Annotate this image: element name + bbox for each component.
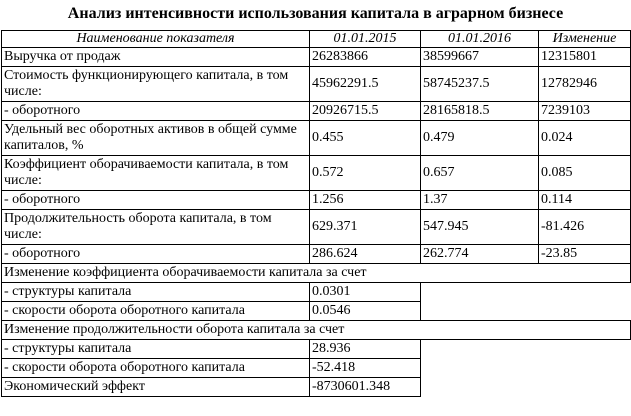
row-label: - скорости оборота оборотного капитала [2, 302, 310, 321]
section-heading-row [2, 321, 631, 340]
factor-value: -52.418 [310, 359, 421, 378]
row-label: Коэффициент оборачиваемости капитала, в том числе: [2, 156, 310, 191]
row-label: - структуры капитала [2, 283, 310, 302]
turnover-ratio-change-heading: Изменение коэффициента оборачиваемости капитала за счет [2, 264, 631, 283]
row-label: - оборотного [2, 245, 310, 264]
factor-value: 0.0546 [310, 302, 421, 321]
row-label: Стоимость функционирующего капитала, в том числе: [2, 67, 310, 102]
value-change: 0.024 [539, 121, 631, 156]
value-2016: 28165818.5 [421, 102, 539, 121]
factor-value: 28.936 [310, 340, 421, 359]
header-indicator: Наименование показателя [2, 31, 310, 48]
table-row [2, 191, 631, 210]
table-row [2, 121, 631, 156]
economic-effect-value: -8730601.348 [310, 378, 421, 397]
value-2016: 0.479 [421, 121, 539, 156]
row-label: - оборотного [2, 102, 310, 121]
value-2015: 0.455 [310, 121, 421, 156]
table-row [2, 67, 631, 102]
value-change: 0.085 [539, 156, 631, 191]
value-2016: 38599667 [421, 48, 539, 67]
table-row [2, 48, 631, 67]
row-label: Удельный вес оборотных активов в общей сумме капиталов, % [2, 121, 310, 156]
table-row [2, 359, 631, 378]
capital-intensity-table [1, 30, 631, 397]
value-change: 7239103 [539, 102, 631, 121]
table-row [2, 210, 631, 245]
row-label: - оборотного [2, 191, 310, 210]
value-2016: 58745237.5 [421, 67, 539, 102]
table-row [2, 283, 631, 302]
value-2015: 286.624 [310, 245, 421, 264]
value-2016: 262.774 [421, 245, 539, 264]
table-row [2, 245, 631, 264]
factor-value: 0.0301 [310, 283, 421, 302]
table-row [2, 156, 631, 191]
value-2015: 1.256 [310, 191, 421, 210]
economic-effect-label: Экономический эффект [2, 378, 310, 397]
value-2016: 1.37 [421, 191, 539, 210]
value-2015: 20926715.5 [310, 102, 421, 121]
value-change: 12315801 [539, 48, 631, 67]
table-row [2, 340, 631, 359]
header-2015: 01.01.2015 [310, 31, 421, 48]
table-row [2, 302, 631, 321]
header-row [2, 31, 631, 48]
turnover-duration-change-heading: Изменение продолжительности оборота капитала за счет [2, 321, 631, 340]
header-2016: 01.01.2016 [421, 31, 539, 48]
value-2015: 0.572 [310, 156, 421, 191]
header-change: Изменение [539, 31, 631, 48]
value-2016: 547.945 [421, 210, 539, 245]
value-2015: 45962291.5 [310, 67, 421, 102]
table-title: Анализ интенсивности использования капитала в аграрном бизнесе [67, 5, 564, 22]
row-label: - структуры капитала [2, 340, 310, 359]
row-label: Выручка от продаж [2, 48, 310, 67]
economic-effect-row [2, 378, 631, 397]
value-2015: 26283866 [310, 48, 421, 67]
row-label: - скорости оборота оборотного капитала [2, 359, 310, 378]
row-label: Продолжительность оборота капитала, в том числе: [2, 210, 310, 245]
section-heading-row [2, 264, 631, 283]
value-change: -81.426 [539, 210, 631, 245]
value-change: 0.114 [539, 191, 631, 210]
value-2015: 629.371 [310, 210, 421, 245]
value-2016: 0.657 [421, 156, 539, 191]
value-change: 12782946 [539, 67, 631, 102]
table-row [2, 102, 631, 121]
value-change: -23.85 [539, 245, 631, 264]
